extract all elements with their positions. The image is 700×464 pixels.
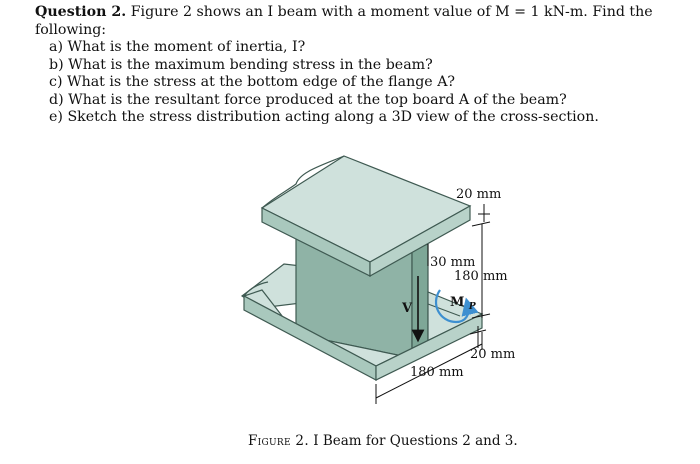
- top-flange-top-surface: [262, 156, 470, 262]
- dim-flange-width-label: 180 mm: [410, 365, 464, 380]
- dim-bottom-flange-label: 20 mm: [470, 347, 516, 362]
- question-number: Question 2.: [35, 4, 127, 20]
- question-part-b: b) What is the maximum bending stress in the beam?: [49, 56, 433, 73]
- dim-web-height-top: [472, 222, 490, 226]
- question-part-d: d) What is the resultant force produced at the top board A of the beam?: [49, 91, 567, 108]
- figure-caption: [248, 433, 518, 449]
- question-intro: Figure 2 shows an I beam with a moment value of M = 1 kN-m. Find the following:: [35, 4, 653, 38]
- moment-symbol: M: [450, 295, 465, 310]
- question-part-e: e) Sketch the stress distribution acting along a 3D view of the cross-section.: [49, 109, 599, 125]
- question-part-a: a) What is the moment of inertia, I?: [49, 39, 306, 55]
- dim-web-height-label: 180 mm: [454, 269, 508, 284]
- dim-top-flange-label: 20 mm: [456, 187, 502, 202]
- question-part-c: c) What is the stress at the bottom edge of the flange A?: [49, 74, 456, 90]
- shear-label: V: [402, 301, 413, 316]
- dim-web-thickness-label: 30 mm: [430, 255, 476, 270]
- moment-label: [450, 295, 476, 312]
- figure-caption-text: I Beam for Questions 2 and 3.: [313, 433, 518, 449]
- figure-caption-label: Figure 2.: [248, 433, 309, 449]
- web-front-face: [412, 244, 428, 358]
- moment-subscript: P: [468, 302, 476, 312]
